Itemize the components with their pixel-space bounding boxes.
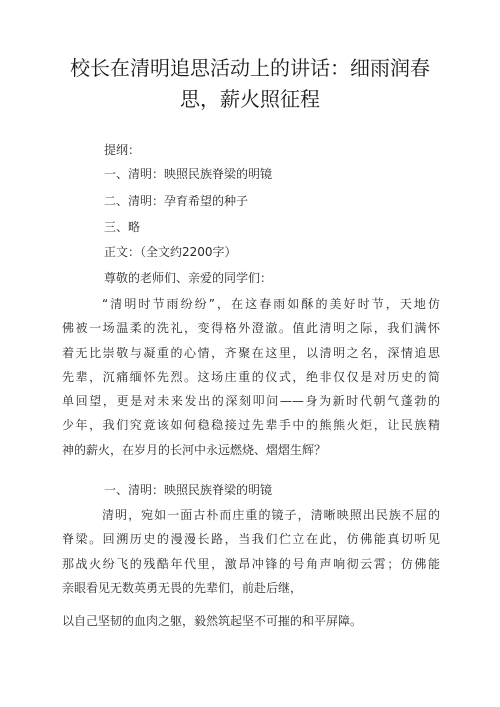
outline-item-1: 一、清明：映照民族脊梁的明镜 <box>104 167 273 181</box>
outline-label: 提纲： <box>104 143 141 157</box>
section-1-heading: 一、清明：映照民族脊梁的明镜 <box>104 483 273 497</box>
paragraph-2-line-1: 清明，宛如一面古朴而庄重的镜子，清晰映照出民族不屈的 <box>102 508 440 522</box>
paragraph-1-line-2: 佛被一场温柔的洗礼，变得格外澄澈。值此清明之际，我们满怀 <box>62 321 440 336</box>
paragraph-1-line-5: 单回望，更是对未来发出的深刻叩问——身为新时代朝气蓬勃的 <box>62 394 440 409</box>
paragraph-2-line-3: 那战火纷飞的残酷年代里，激昂冲锋的号角声响彻云霄；仿佛能 <box>62 556 440 571</box>
outline-item-3: 三、略 <box>104 220 141 234</box>
paragraph-2-line-4: 亲眼看见无数英勇无畏的先辈们，前赴后继， <box>62 580 303 595</box>
greeting: 尊敬的老师们、亲爱的同学们： <box>104 271 273 285</box>
paragraph-1-line-1: “清明时节雨纷纷”，在这春雨如酥的美好时节，天地仿 <box>102 297 440 311</box>
paragraph-2-line-2: 脊梁。回溯历史的漫漫长路，当我们伫立在此，仿佛能真切听见 <box>62 532 440 547</box>
paragraph-1-line-6: 少年，我们究竟该如何稳稳接过先辈手中的熊熊火炬，让民族精 <box>62 418 440 433</box>
final-line: 以自己坚韧的血肉之躯，毅然筑起坚不可摧的和平屏障。 <box>62 614 363 628</box>
paragraph-2 <box>62 503 440 600</box>
paragraph-1-line-4: 先辈，沉痛缅怀先烈。这场庄重的仪式，绝非仅仅是对历史的简 <box>62 369 440 384</box>
paragraph-1 <box>62 292 440 462</box>
paragraph-1-line-7: 神的薪火，在岁月的长河中永远燃烧、熠熠生辉？ <box>62 442 327 457</box>
paragraph-1-line-3: 着无比崇敬与凝重的心情，齐聚在这里，以清明之名，深情追思 <box>62 345 440 360</box>
full-text-label: 正文：（全文约2200字） <box>104 245 237 259</box>
outline-item-2: 二、清明：孕育希望的种子 <box>104 194 249 208</box>
document-title: 校长在清明追思活动上的讲话：细雨润春思，薪火照征程 <box>70 56 430 111</box>
